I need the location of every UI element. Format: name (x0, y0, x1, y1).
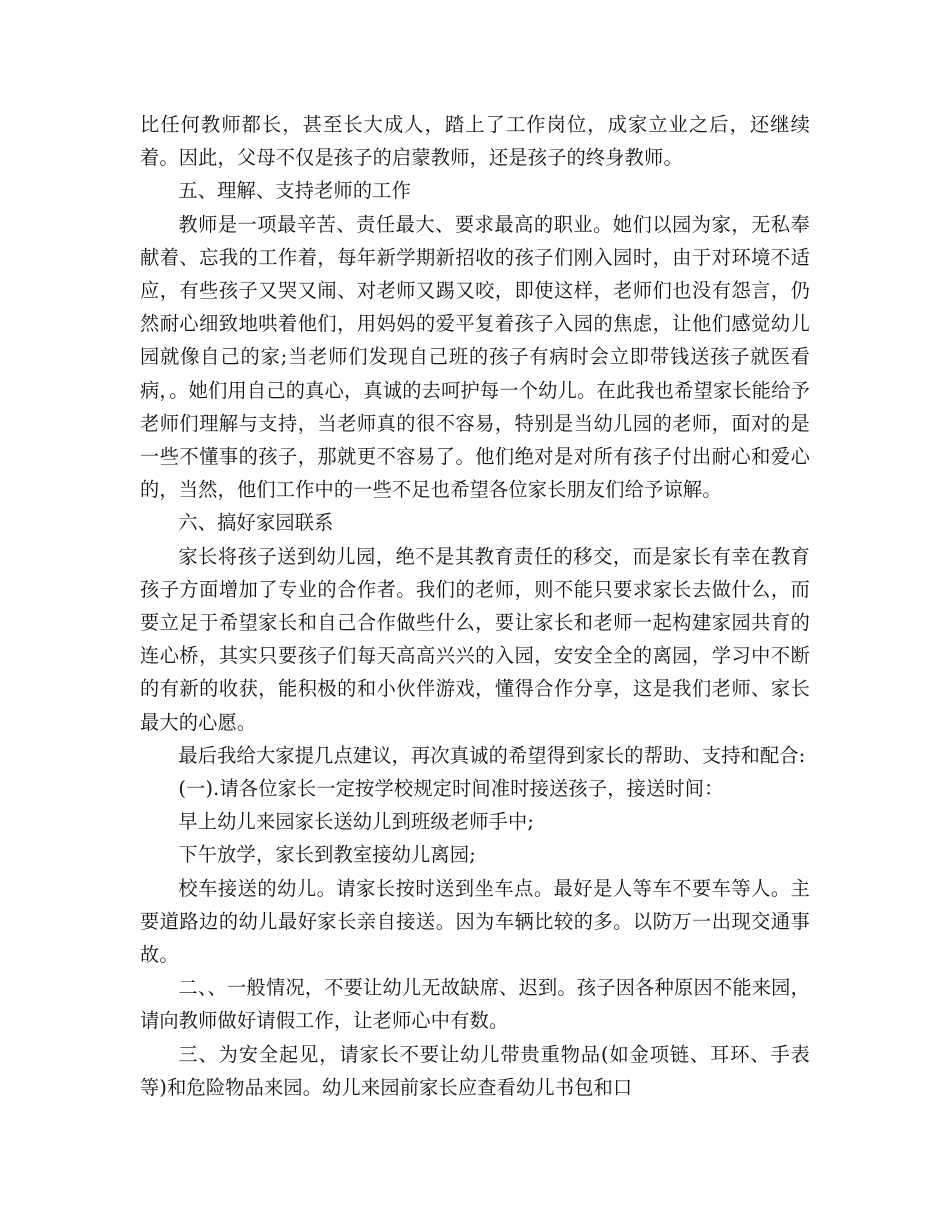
suggestion-1-morning: 早上幼儿来园家长送幼儿到班级老师手中; (178, 810, 535, 834)
paragraph-home-school: 家长将孩子送到幼儿园，绝不是其教育责任的移交，而是家长有幸在教育孩子方面增加了专业的合作者。我们的老师，则不能只要求家长去做什么，而要立足于希望家长和自己合作做些什么，要让家长和老师一起构建家园共育的连心桥，其实只要孩子们每天高高兴兴的入园，安安全全的离园，学习中不断的有新的收获，能积极的和小伙伴游戏，懂得合作分享，这是我们老师、家长最大的心愿。 (140, 544, 810, 734)
paragraph-teachers: 教师是一项最辛苦、责任最大、要求最高的职业。她们以园为家，无私奉献着、忘我的工作着，每年新学期新招收的孩子们刚入园时，由于对环境不适应，有些孩子又哭又闹、对老师又踢又咬，即使这样，老师们也没有怨言，仍然耐心细致地哄着他们，用妈妈的爱平复着孩子入园的焦虑，让他们感觉幼儿园就像自己的家;当老师们发现自己班的孩子有病时会立即带钱送孩子就医看病，。她们用自己的真心，真诚的去呵护每一个幼儿。在此我也希望家长能给予老师们理解与支持，当老师真的很不容易，特别是当幼儿园的老师，面对的是一些不懂事的孩子，那就更不容易了。他们绝对是对所有孩子付出耐心和爱心的，当然，他们工作中的一些不足也希望各位家长朋友们给予谅解。 (140, 212, 810, 502)
section-heading-6: 六、搞好家园联系 (178, 511, 334, 535)
suggestion-2: 二、、一般情况，不要让幼儿无故缺席、迟到。孩子因各种原因不能来园，请向教师做好请假工作，让老师心中有数。 (140, 976, 810, 1033)
paragraph-suggestions-intro: 最后我给大家提几点建议，再次真诚的希望得到家长的帮助、支持和配合: (178, 743, 806, 767)
suggestion-1-school-bus: 校车接送的幼儿。请家长按时送到坐车点。最好是人等车不要车等人。主要道路边的幼儿最好家长亲自接送。因为车辆比较的多。以防万一出现交通事故。 (140, 876, 810, 967)
suggestion-1-afternoon: 下午放学，家长到教室接幼儿离园; (178, 843, 476, 867)
suggestion-1: (一).请各位家长一定按学校规定时间准时接送孩子，接送时间： (178, 777, 724, 801)
section-heading-5: 五、理解、支持老师的工作 (178, 179, 412, 203)
suggestion-3: 三、为安全起见，请家长不要让幼儿带贵重物品(如金项链、耳环、手表等)和危险物品来园。幼儿来园前家长应查看幼儿书包和口 (140, 1042, 810, 1099)
paragraph-continuation: 比任何教师都长，甚至长大成人，踏上了工作岗位，成家立业之后，还继续着。因此，父母不仅是孩子的启蒙教师，还是孩子的终身教师。 (140, 113, 810, 170)
